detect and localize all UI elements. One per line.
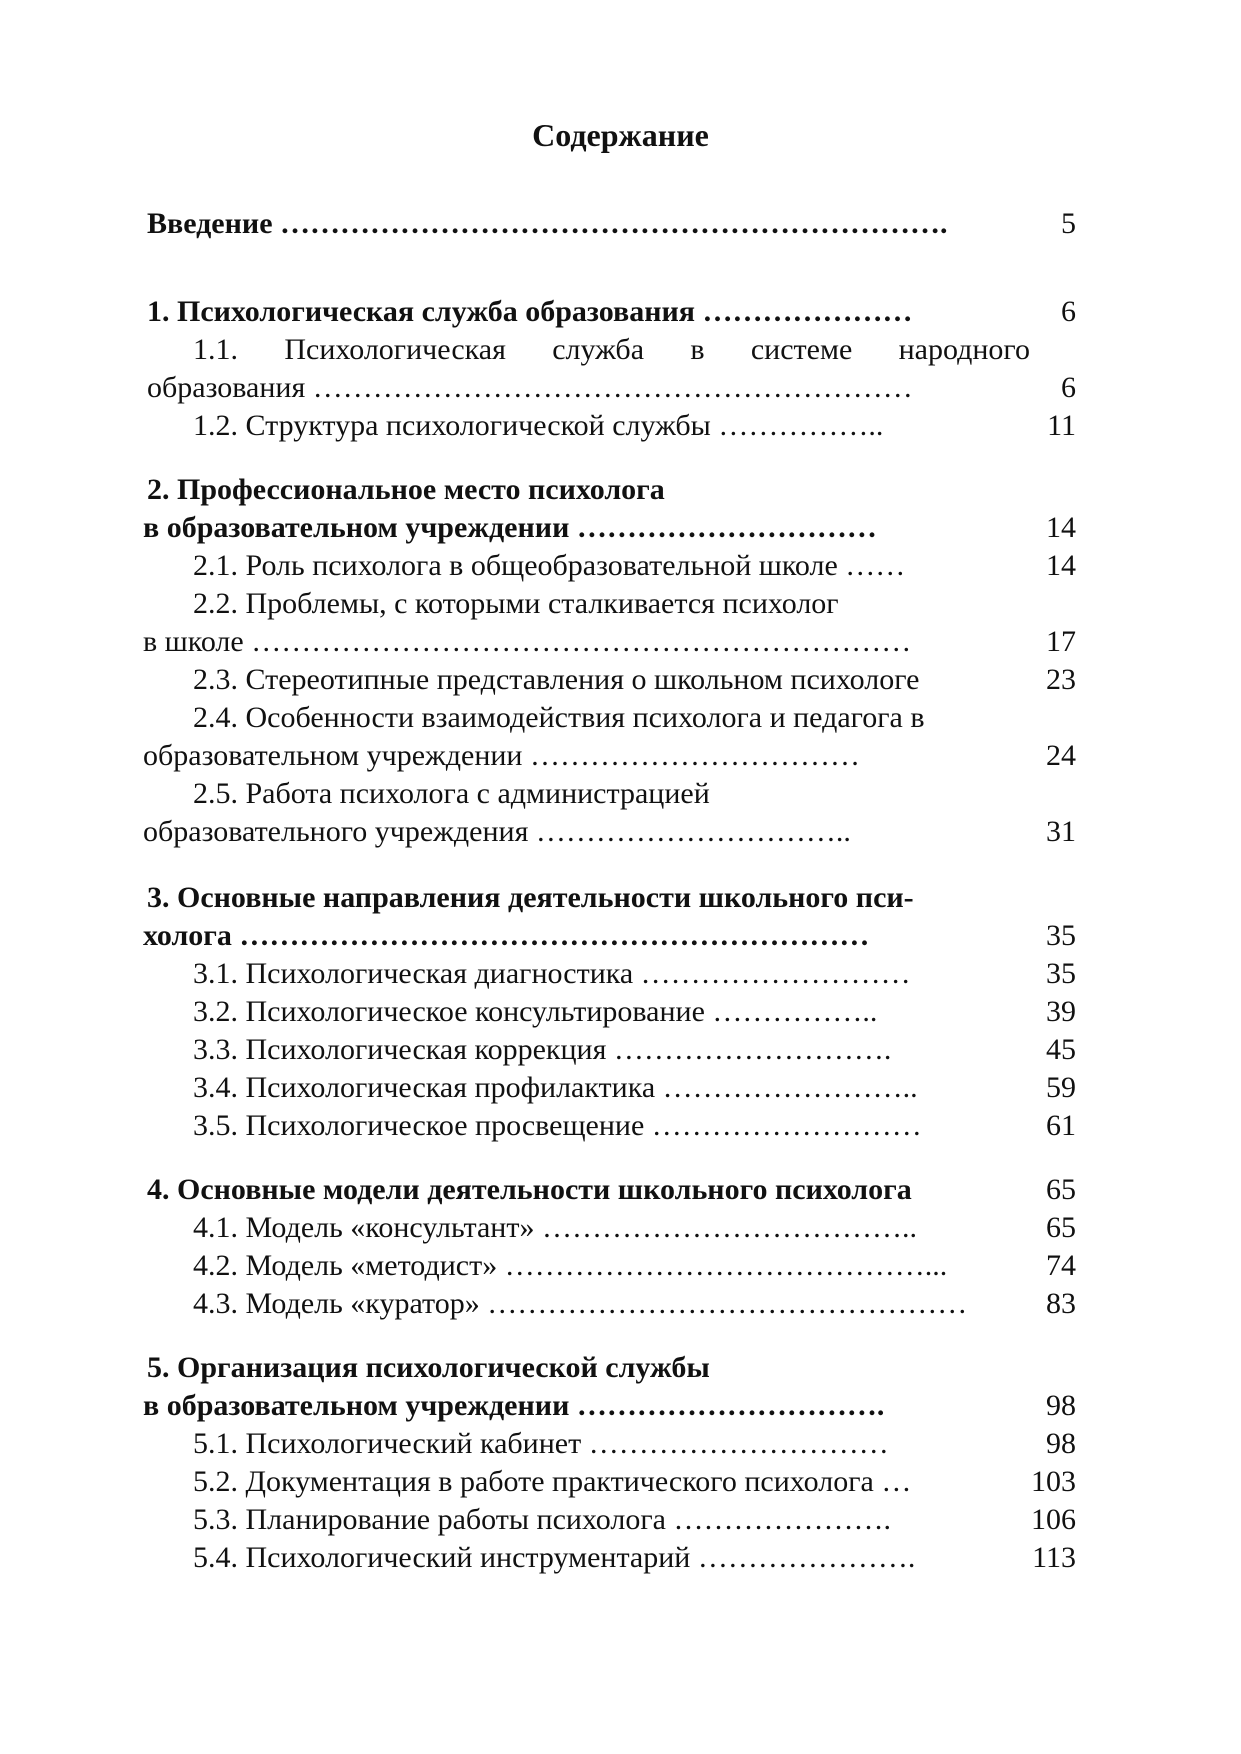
toc-entry-text: 4. Основные модели деятельности школьного психолога xyxy=(147,1173,912,1206)
toc-page-number: 65 xyxy=(1046,1173,1076,1206)
toc-entry-text: 4.1. Модель «консультант» ……………………………….. xyxy=(193,1211,917,1244)
toc-entry-3-2[interactable] xyxy=(0,993,1241,1031)
toc-page-number: 98 xyxy=(1046,1427,1076,1460)
toc-page-number: 113 xyxy=(1032,1541,1076,1574)
toc-page-number: 45 xyxy=(1046,1033,1076,1066)
toc-entry-5-1[interactable] xyxy=(0,1425,1241,1463)
toc-entry-5-4[interactable] xyxy=(0,1539,1241,1577)
toc-entry-4-3[interactable] xyxy=(0,1285,1241,1323)
toc-entry-text: 5.3. Планирование работы психолога …………………. xyxy=(193,1503,891,1536)
toc-entry-3-5[interactable] xyxy=(0,1107,1241,1145)
toc-entry-2-4-line2[interactable] xyxy=(0,737,1241,775)
toc-entry-2-4-line1[interactable] xyxy=(0,699,1241,737)
toc-section-3-heading-line1[interactable] xyxy=(0,879,1241,917)
toc-entry-text: 5.1. Психологический кабинет ………………………… xyxy=(193,1427,889,1460)
toc-entry-text: в школе ………………………………………………………… xyxy=(143,625,912,658)
toc-entry-text: 3.2. Психологическое консультирование …………….. xyxy=(193,995,878,1028)
toc-page-number: 39 xyxy=(1046,995,1076,1028)
toc-page-number: 31 xyxy=(1046,815,1076,848)
toc-section-1-heading[interactable] xyxy=(0,293,1241,331)
toc-entry-3-3[interactable] xyxy=(0,1031,1241,1069)
toc-entry-text: 1.1. Психологическая служба в системе народного xyxy=(193,333,1030,366)
toc-entry-text: 2.4. Особенности взаимодействия психолога и педагога в xyxy=(193,701,925,734)
toc-entry-1-1-line2[interactable] xyxy=(0,369,1241,407)
toc-entry-text: образования …………………………………………………… xyxy=(147,371,913,404)
toc-entry-text: 1.2. Структура психологической службы …………….. xyxy=(193,409,884,442)
toc-entry-text: 3.4. Психологическая профилактика …………………….. xyxy=(193,1071,918,1104)
toc-page-number: 23 xyxy=(1046,663,1076,696)
toc-entry-3-4[interactable] xyxy=(0,1069,1241,1107)
toc-entry-text: 1. Психологическая служба образования ………………… xyxy=(147,295,913,328)
toc-entry-3-1[interactable] xyxy=(0,955,1241,993)
toc-entry-4-1[interactable] xyxy=(0,1209,1241,1247)
toc-page-number: 17 xyxy=(1046,625,1076,658)
toc-page-number: 61 xyxy=(1046,1109,1076,1142)
toc-entry-text: в образовательном учреждении ………………………… xyxy=(143,511,877,544)
toc-page-number: 74 xyxy=(1046,1249,1076,1282)
toc-entry-text: в образовательном учреждении …………………………. xyxy=(143,1389,885,1422)
toc-entry-4-2[interactable] xyxy=(0,1247,1241,1285)
toc-section-5-heading-line1[interactable] xyxy=(0,1349,1241,1387)
toc-entry-5-3[interactable] xyxy=(0,1501,1241,1539)
toc-entry-1-2[interactable] xyxy=(0,407,1241,445)
toc-page-number: 65 xyxy=(1046,1211,1076,1244)
toc-section-2-heading-line1[interactable] xyxy=(0,471,1241,509)
toc-entry-text: 5.4. Психологический инструментарий …………………. xyxy=(193,1541,916,1574)
toc-entry-intro[interactable] xyxy=(0,205,1241,243)
toc-page-number: 103 xyxy=(1031,1465,1076,1498)
toc-page-number: 24 xyxy=(1046,739,1076,772)
toc-entry-2-3[interactable] xyxy=(0,661,1241,699)
toc-entry-text: холога ……………………………………………………… xyxy=(143,919,870,952)
toc-entry-text: 2.5. Работа психолога с администрацией xyxy=(193,777,710,810)
toc-page-number: 6 xyxy=(1061,371,1076,404)
toc-entry-2-5-line2[interactable] xyxy=(0,813,1241,851)
toc-entry-2-2-line1[interactable] xyxy=(0,585,1241,623)
toc-page-number: 14 xyxy=(1046,511,1076,544)
toc-page-number: 14 xyxy=(1046,549,1076,582)
toc-entry-5-2[interactable] xyxy=(0,1463,1241,1501)
toc-section-5-heading-line2[interactable] xyxy=(0,1387,1241,1425)
toc-page-number: 35 xyxy=(1046,957,1076,990)
toc-page-number: 98 xyxy=(1046,1389,1076,1422)
toc-entry-text: 5. Организация психологической службы xyxy=(147,1351,710,1384)
toc-entry-text: 4.2. Модель «методист» ……………………………………... xyxy=(193,1249,948,1282)
toc-entry-text: 3. Основные направления деятельности школьного пси- xyxy=(147,881,914,914)
toc-page-number: 6 xyxy=(1061,295,1076,328)
page-title: Содержание xyxy=(532,117,709,153)
toc-entry-1-1-line1[interactable] xyxy=(0,331,1241,369)
toc-page-number: 83 xyxy=(1046,1287,1076,1320)
toc-page-number: 5 xyxy=(1061,207,1076,240)
toc-page-number: 59 xyxy=(1046,1071,1076,1104)
toc-page-number: 35 xyxy=(1046,919,1076,952)
toc-entry-text: 2.2. Проблемы, с которыми сталкивается психолог xyxy=(193,587,839,620)
toc-entry-text: образовательном учреждении …………………………… xyxy=(143,739,860,772)
toc-entry-text: 2.3. Стереотипные представления о школьном психологе xyxy=(193,663,920,696)
toc-entry-text: 3.5. Психологическое просвещение ……………………… xyxy=(193,1109,922,1142)
toc-entry-text: 2. Профессиональное место психолога xyxy=(147,473,665,506)
toc-entry-text: 3.3. Психологическая коррекция ………………………. xyxy=(193,1033,892,1066)
toc-entry-2-5-line1[interactable] xyxy=(0,775,1241,813)
toc-entry-2-1[interactable] xyxy=(0,547,1241,585)
toc-entry-text: Введение …………………………………………………………. xyxy=(147,207,948,240)
toc-entry-2-2-line2[interactable] xyxy=(0,623,1241,661)
toc-section-2-heading-line2[interactable] xyxy=(0,509,1241,547)
toc-section-4-heading[interactable] xyxy=(0,1171,1241,1209)
toc-entry-text: 3.1. Психологическая диагностика ……………………… xyxy=(193,957,911,990)
toc-entry-text: 2.1. Роль психолога в общеобразовательной школе …… xyxy=(193,549,906,582)
toc-entry-text: образовательного учреждения ………………………….. xyxy=(143,815,851,848)
toc-section-3-heading-line2[interactable] xyxy=(0,917,1241,955)
toc-entry-text: 4.3. Модель «куратор» ………………………………………… xyxy=(193,1287,968,1320)
toc-entry-text: 5.2. Документация в работе практического психолога … xyxy=(193,1465,912,1498)
toc-page-number: 11 xyxy=(1047,409,1076,442)
toc-page-number: 106 xyxy=(1031,1503,1076,1536)
